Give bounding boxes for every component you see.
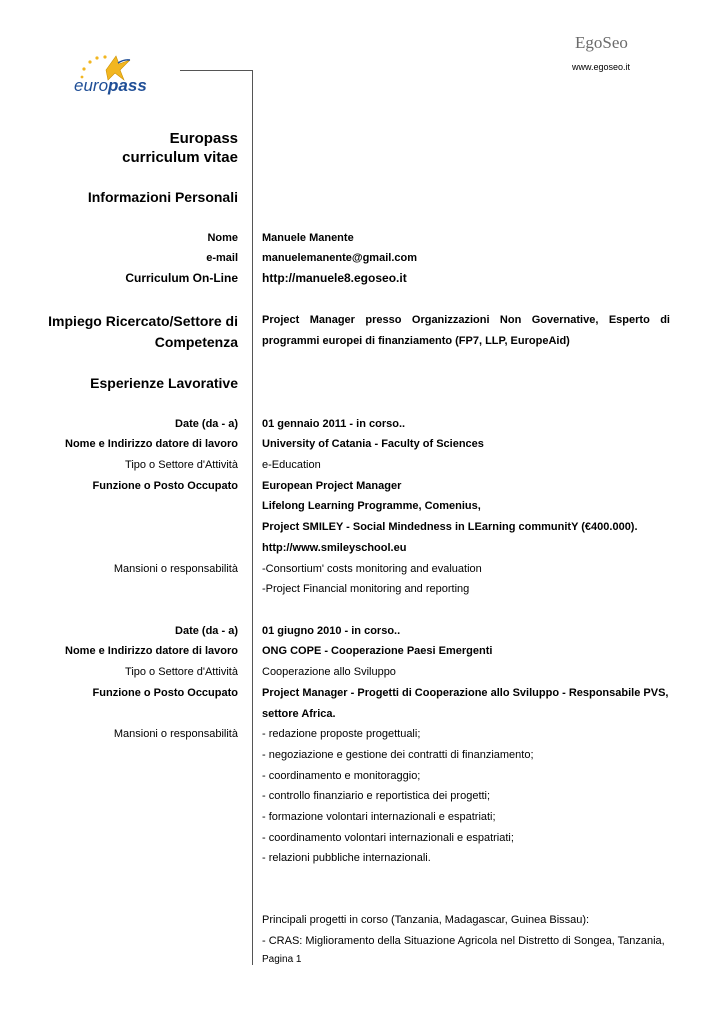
- section-heading-personal: Informazioni Personali: [87, 189, 238, 205]
- column-divider: [252, 70, 253, 965]
- egoseo-logo-text: EgoSeo: [575, 33, 628, 52]
- job1-project-link[interactable]: http://www.smileyschool.eu: [262, 542, 407, 554]
- name-value: Manuele Manente: [262, 232, 354, 244]
- job1-position-line: Lifelong Learning Programme, Comenius,: [262, 500, 481, 512]
- europass-logo-text-bold: pass: [108, 76, 147, 95]
- job2-duty-item: - redazione proposte progettuali;: [262, 728, 421, 740]
- job1-sector: e-Education: [262, 459, 321, 471]
- section-heading-experience: Esperienze Lavorative: [90, 375, 238, 391]
- job2-position-label: Funzione o Posto Occupato: [92, 687, 238, 699]
- europass-logo-text-light: euro: [74, 76, 109, 95]
- job1-employer: University of Catania - Faculty of Sciences: [262, 438, 484, 450]
- online-cv-link[interactable]: http://manuele8.egoseo.it: [262, 271, 407, 285]
- job2-employer: ONG COPE - Cooperazione Paesi Emergenti: [262, 645, 493, 657]
- job1-duty-item: -Consortium' costs monitoring and evaluation: [262, 563, 482, 575]
- cv-title-line1: Europass: [169, 130, 238, 147]
- job2-duty-item: - relazioni pubbliche internazionali.: [262, 852, 431, 864]
- desired-employment-value-line2: programmi europei di finanziamento (FP7, LLP, EuropeAid): [262, 335, 570, 347]
- job1-position-label: Funzione o Posto Occupato: [92, 480, 238, 492]
- desired-employment-value-part-a: Project Manager presso Organizzazioni Non Governative,: [262, 314, 599, 326]
- cv-title-line2: curriculum vitae: [122, 149, 238, 166]
- job1-position-line: Project SMILEY - Social Mindedness in LEarning communitY (€400.000).: [262, 521, 638, 533]
- job1-dates: 01 gennaio 2011 - in corso..: [262, 418, 406, 430]
- page-number: Pagina 1: [262, 954, 302, 965]
- desired-employment-label-line1: Impiego Ricercato/Settore di: [48, 313, 238, 329]
- job1-duties-label: Mansioni o responsabilità: [113, 563, 238, 575]
- job2-duty-item: - coordinamento e monitoraggio;: [262, 770, 421, 782]
- job2-sector: Cooperazione allo Sviluppo: [262, 666, 396, 678]
- job1-dates-label: Date (da - a): [175, 418, 238, 430]
- job2-sector-label: Tipo o Settore d'Attività: [125, 666, 238, 678]
- egoseo-logo: [575, 33, 628, 53]
- header-rule: [180, 70, 253, 71]
- email-label: e-mail: [206, 252, 238, 264]
- job2-duties-label: Mansioni o responsabilità: [113, 728, 238, 740]
- desired-employment-value-line1: [262, 313, 670, 327]
- job2-position-line: settore Africa.: [262, 708, 336, 720]
- desired-employment-value-part-b: Esperto di: [608, 314, 670, 326]
- desired-employment-label-line2: Competenza: [154, 334, 238, 350]
- job1-employer-label: Nome e Indirizzo datore di lavoro: [65, 438, 238, 450]
- job2-dates-label: Date (da - a): [175, 625, 238, 637]
- job2-projects-intro: Principali progetti in corso (Tanzania, Madagascar, Guinea Bissau):: [262, 914, 590, 926]
- job1-duty-item: -Project Financial monitoring and reporting: [262, 583, 470, 595]
- job2-duty-item: - coordinamento volontari internazionali e espatriati;: [262, 832, 514, 844]
- job2-employer-label: Nome e Indirizzo datore di lavoro: [65, 645, 238, 657]
- job2-duty-item: - formazione volontari internazionali e espatriati;: [262, 811, 496, 823]
- job1-sector-label: Tipo o Settore d'Attività: [125, 459, 238, 471]
- job2-project-item: - CRAS: Miglioramento della Situazione Agricola nel Distretto di Songea, Tanzania,: [262, 935, 665, 947]
- name-label: Nome: [207, 232, 238, 244]
- job1-position-line: European Project Manager: [262, 480, 402, 492]
- job2-dates: 01 giugno 2010 - in corso..: [262, 625, 401, 637]
- job2-duty-item: - negoziazione e gestione dei contratti di finanziamento;: [262, 749, 534, 761]
- job2-duty-item: - controllo finanziario e reportistica dei progetti;: [262, 790, 491, 802]
- egoseo-website: www.egoseo.it: [572, 62, 631, 72]
- job2-position-line: Project Manager - Progetti di Cooperazione allo Sviluppo - Responsabile PVS,: [262, 687, 669, 699]
- email-value: manuelemanente@gmail.com: [262, 252, 417, 264]
- europass-logo: [72, 50, 162, 100]
- online-cv-label: Curriculum On-Line: [125, 271, 238, 285]
